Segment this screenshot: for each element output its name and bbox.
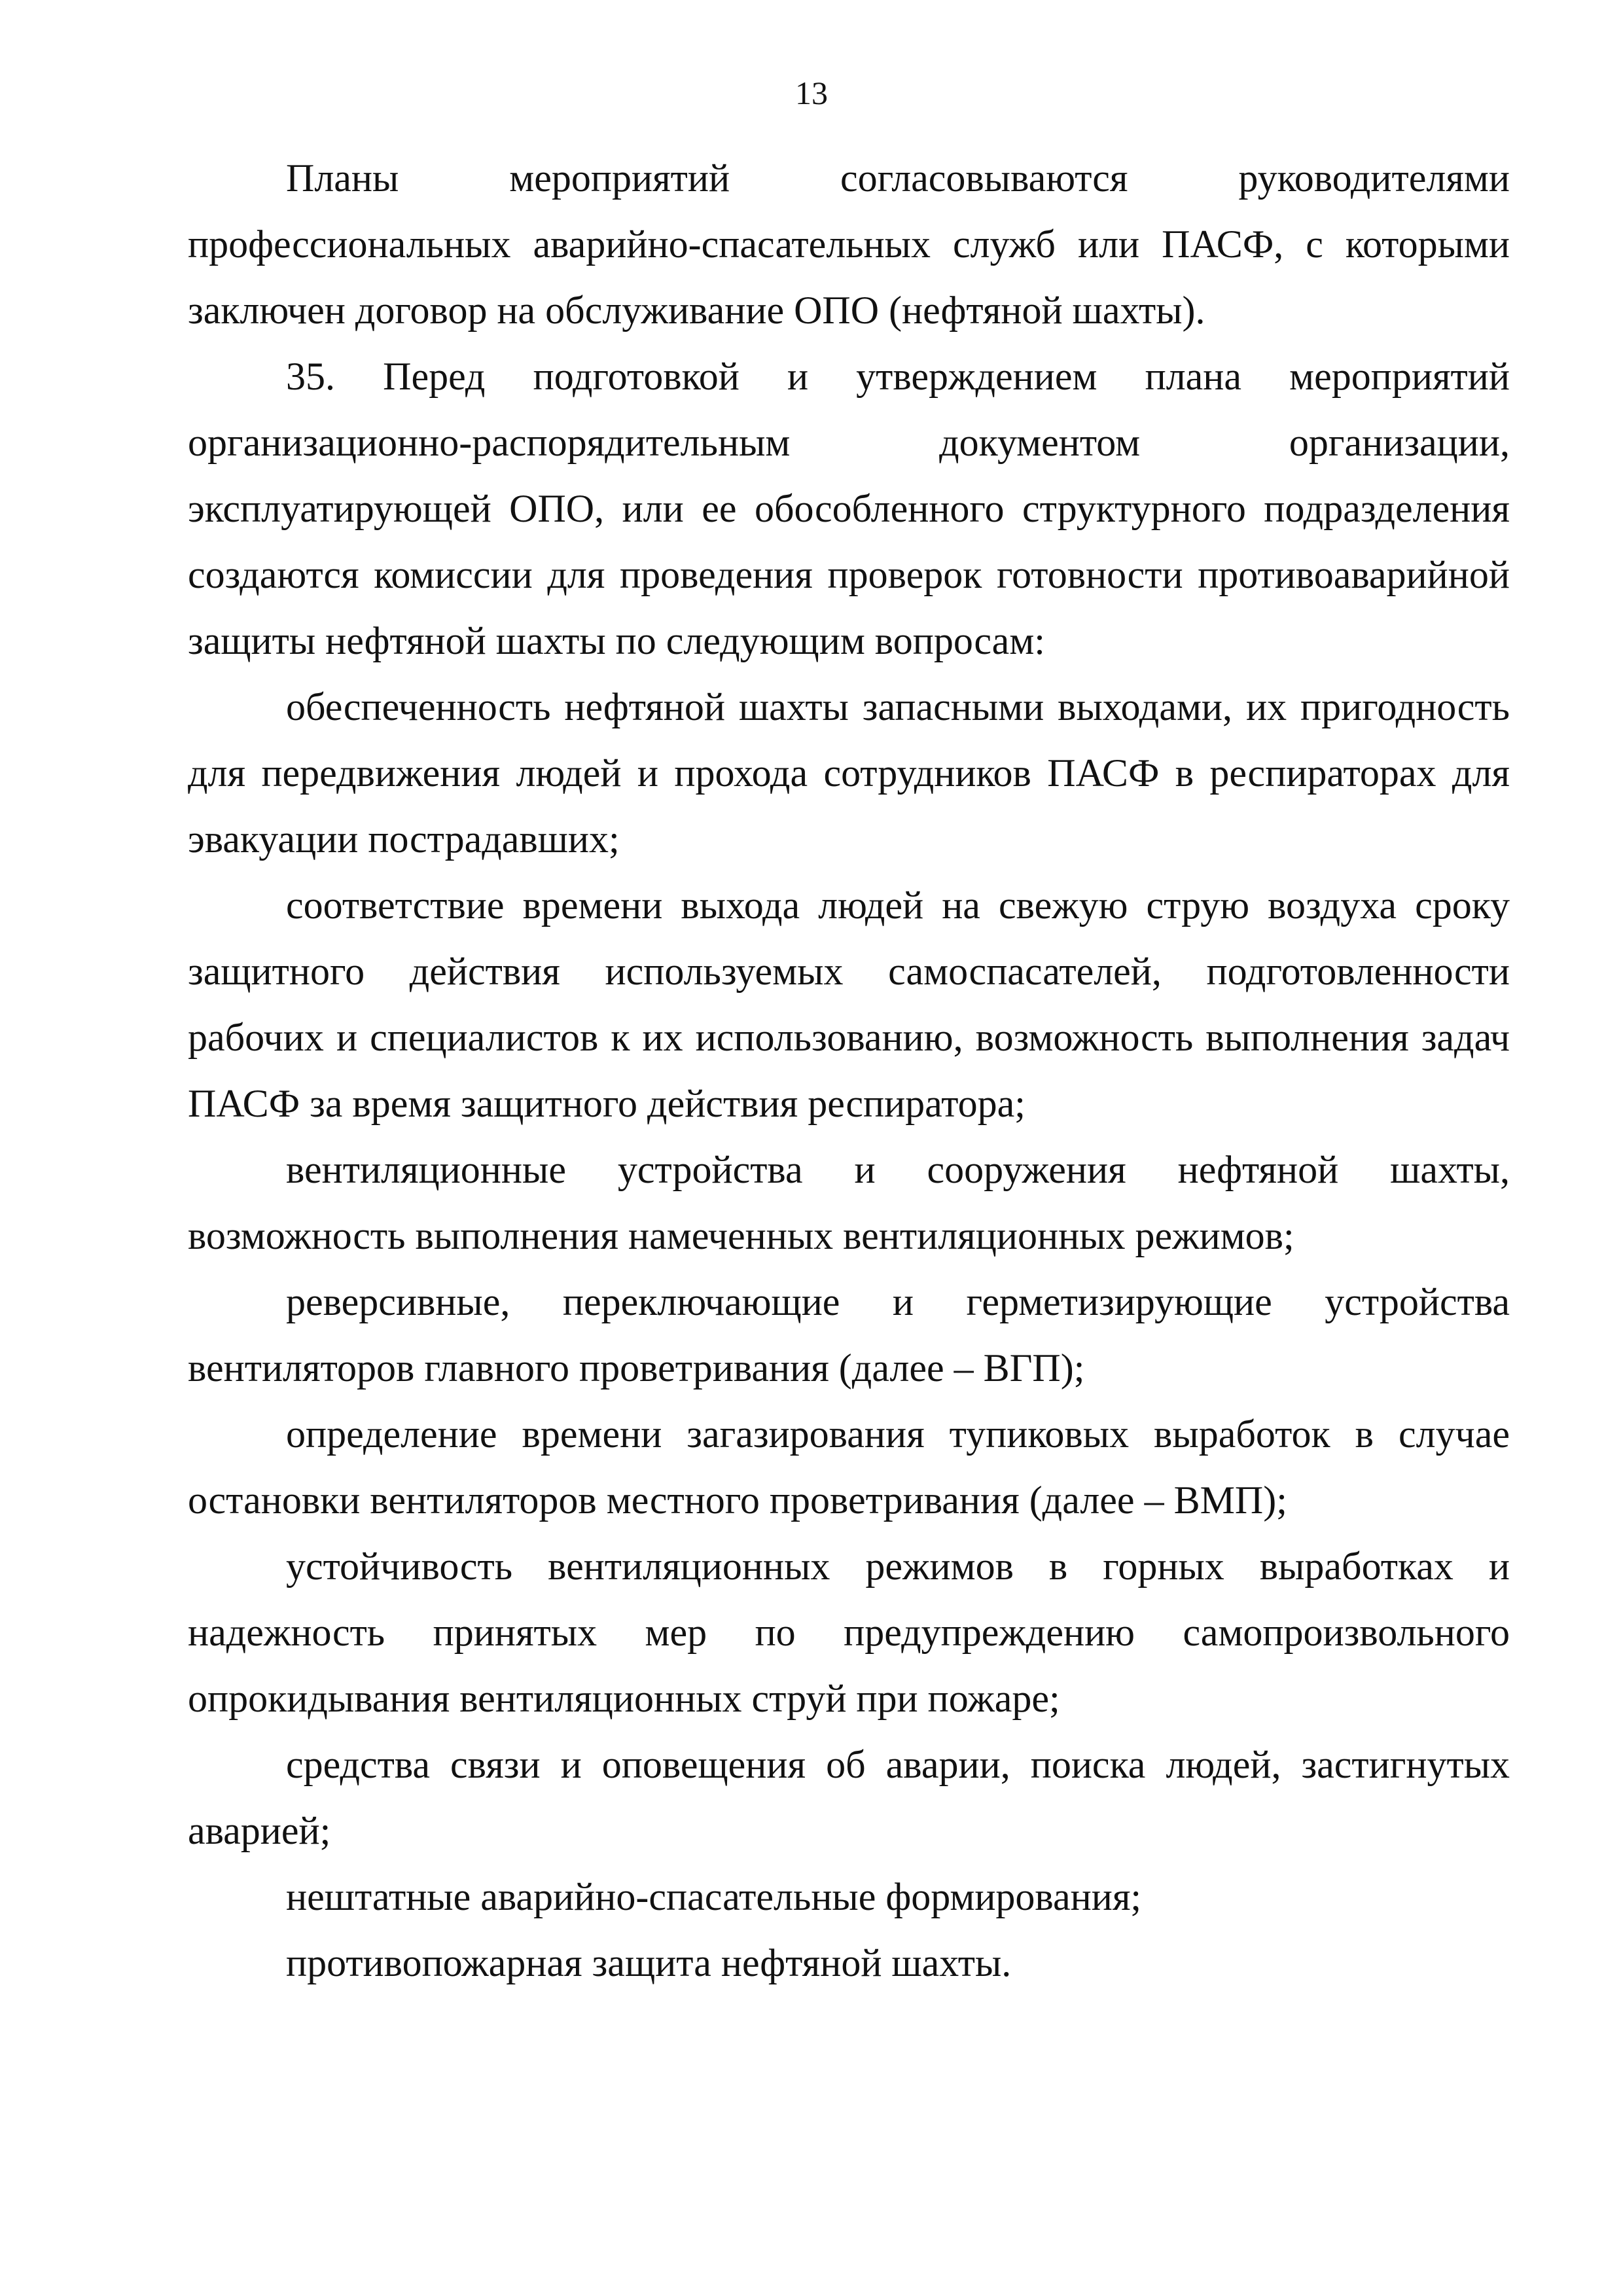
- list-item-communication: средства связи и оповещения об аварии, поиска людей, застигнутых аварией;: [188, 1743, 1510, 1852]
- paragraph-item-35: 35. Перед подготовкой и утверждением плана мероприятий организационно-распорядительным документом организации, эксплуатирующей ОПО, или ее обособленного структурного подразделения создаются комиссии для проведения проверок готовности противоаварийной защиты нефтяной шахты по следующим вопросам:: [188, 355, 1510, 662]
- list-item-self-rescuers: соответствие времени выхода людей на свежую струю воздуха сроку защитного действия используемых самоспасателей, подготовленности рабочих и специалистов к их использованию, возможность выполнения задач ПАСФ за время защитного действия респиратора;: [188, 884, 1510, 1125]
- list-item-gassing-time: определение времени загазирования тупиковых выработок в случае остановки вентиляторов местного проветривания (далее – ВМП);: [188, 1412, 1510, 1522]
- list-item-ventilation-stability: устойчивость вентиляционных режимов в горных выработках и надежность принятых мер по предупреждению самопроизвольного опрокидывания вентиляционных струй при пожаре;: [188, 1545, 1510, 1720]
- page-number: 13: [795, 75, 828, 111]
- paragraph-plans-approval: Планы мероприятий согласовываются руководителями профессиональных аварийно-спасательных служб или ПАСФ, с которыми заключен договор на обслуживание ОПО (нефтяной шахты).: [188, 156, 1510, 332]
- list-item-rescue-formations: нештатные аварийно-спасательные формирования;: [286, 1875, 1142, 1918]
- list-item-ventilation-devices: вентиляционные устройства и сооружения нефтяной шахты, возможность выполнения намеченных вентиляционных режимов;: [188, 1148, 1510, 1257]
- list-item-emergency-exits: обеспеченность нефтяной шахты запасными выходами, их пригодность для передвижения людей и прохода сотрудников ПАСФ в респираторах для эвакуации пострадавших;: [188, 685, 1510, 861]
- document-body: [188, 145, 1510, 1996]
- list-item-fire-protection: противопожарная защита нефтяной шахты.: [286, 1941, 1012, 1984]
- list-item-reversing-devices: реверсивные, переключающие и герметизирующие устройства вентиляторов главного проветривания (далее – ВГП);: [188, 1280, 1510, 1390]
